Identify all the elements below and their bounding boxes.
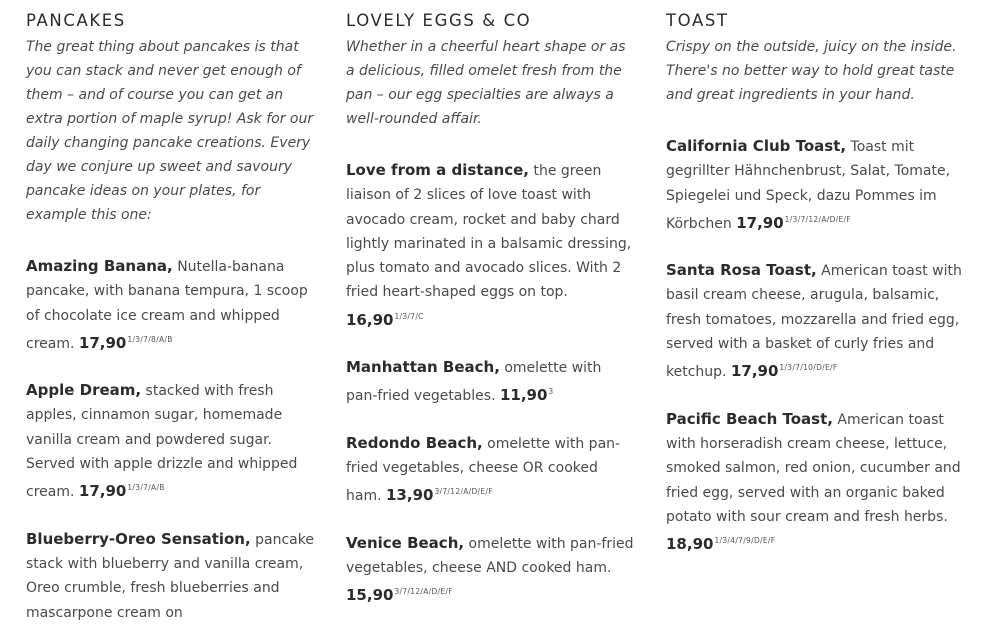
allergen-codes: 1/3/4/7/9/D/E/F	[714, 536, 776, 546]
menu-item	[346, 431, 636, 509]
item-price: 11,90	[499, 386, 548, 405]
item-description: American toast with basil cream cheese, arugula, balsamic, fresh tomatoes, mozzarella and fried egg, served with a basket of curly fries and ketchup.	[666, 263, 962, 381]
section-pancakes	[26, 10, 316, 625]
allergen-codes: 1/3/7/8/A/B	[127, 334, 173, 344]
item-description: pancake stack with blueberry and vanilla cream, Oreo crumble, fresh blueberries and mascarpone cream on	[26, 531, 314, 621]
menu-item	[346, 158, 636, 333]
menu-item	[26, 527, 316, 625]
item-name: Redondo Beach,	[346, 433, 483, 452]
item-name: Blueberry-Oreo Sensation,	[26, 529, 251, 548]
menu-item	[346, 355, 636, 409]
menu-item	[666, 407, 966, 558]
item-description: omelette with pan-fried vegetables, cheese OR cooked ham.	[346, 435, 621, 505]
allergen-codes: 1/3/7/A/B	[127, 483, 165, 493]
section-toast	[666, 10, 966, 557]
item-price: 13,90	[386, 486, 434, 505]
item-price: 15,90	[346, 586, 394, 605]
item-name: Apple Dream,	[26, 381, 142, 400]
item-name: Amazing Banana,	[26, 257, 173, 275]
item-price: 16,90	[346, 310, 394, 329]
item-description: omelette with pan-fried vegetables, cheese AND cooked ham.	[346, 535, 634, 576]
section-eggs	[346, 10, 636, 608]
menu-item	[666, 134, 966, 236]
section-intro: Crispy on the outside, juicy on the inside. There's no better way to hold great taste and great ingredients in your hand.	[666, 39, 957, 103]
item-price: 17,90	[78, 333, 127, 352]
item-price: 17,90	[78, 482, 127, 501]
item-name: Manhattan Beach,	[346, 358, 500, 377]
allergen-codes: 1/3/7/12/A/D/E/F	[784, 214, 851, 224]
item-name: Love from a distance,	[346, 161, 530, 179]
menu-item	[26, 254, 316, 356]
menu-item	[26, 378, 316, 504]
allergen-codes: 3/7/12/A/D/E/F	[434, 487, 493, 497]
item-description: stacked with fresh apples, cinnamon sugar, homemade vanilla cream and powdered sugar. Served with apple drizzle and whipped cream.	[26, 383, 298, 501]
item-description: Nutella-banana pancake, with banana tempura, 1 scoop of chocolate ice cream and whipped cream.	[26, 259, 308, 352]
item-name: Santa Rosa Toast,	[666, 261, 817, 280]
section-intro: Whether in a cheerful heart shape or as a delicious, filled omelet fresh from the pan – our egg specialties are always a well-rounded affair.	[346, 39, 626, 127]
menu-item	[666, 258, 966, 384]
item-price: 17,90	[736, 213, 784, 232]
section-intro: The great thing about pancakes is that you can stack and never get enough of them – and of course you can get an extra portion of maple syrup! Ask for our daily changing pancake creations. Every day we conjure up sweet and savoury pancake ideas on your plates, for example this one:	[26, 39, 314, 223]
item-description: Toast mit gegrillter Hähnchenbrust, Salat, Tomate, Spiegelei und Speck, dazu Pommes im Körbchen	[666, 139, 951, 232]
item-description: the green liaison of 2 slices of love toast with avocado cream, rocket and baby chard lightly marinated in a balsamic dressing, plus tomato and avocado slices. With 2 fried heart-shaped eggs on top.	[346, 163, 632, 301]
item-name: Venice Beach,	[346, 533, 465, 552]
section-heading: PANCAKES	[26, 11, 126, 30]
allergen-codes: 1/3/7/10/D/E/F	[779, 363, 838, 373]
item-price: 17,90	[730, 362, 779, 381]
section-heading: LOVELY EGGS & CO	[346, 11, 532, 30]
allergen-codes: 3/7/12/A/D/E/F	[394, 587, 453, 597]
item-name: Pacific Beach Toast,	[666, 409, 833, 428]
item-name: California Club Toast,	[666, 137, 847, 155]
item-description: omelette with pan-fried vegetables.	[346, 360, 602, 405]
section-heading: TOAST	[666, 11, 729, 30]
menu-item	[346, 531, 636, 609]
item-price: 18,90	[666, 535, 714, 554]
item-description: American toast with horseradish cream cheese, lettuce, smoked salmon, red onion, cucumber and fried egg, served with an organic baked potato with sour cream and fresh herbs.	[666, 411, 961, 525]
allergen-codes: 1/3/7/C	[394, 311, 424, 321]
allergen-codes: 3	[548, 387, 554, 397]
